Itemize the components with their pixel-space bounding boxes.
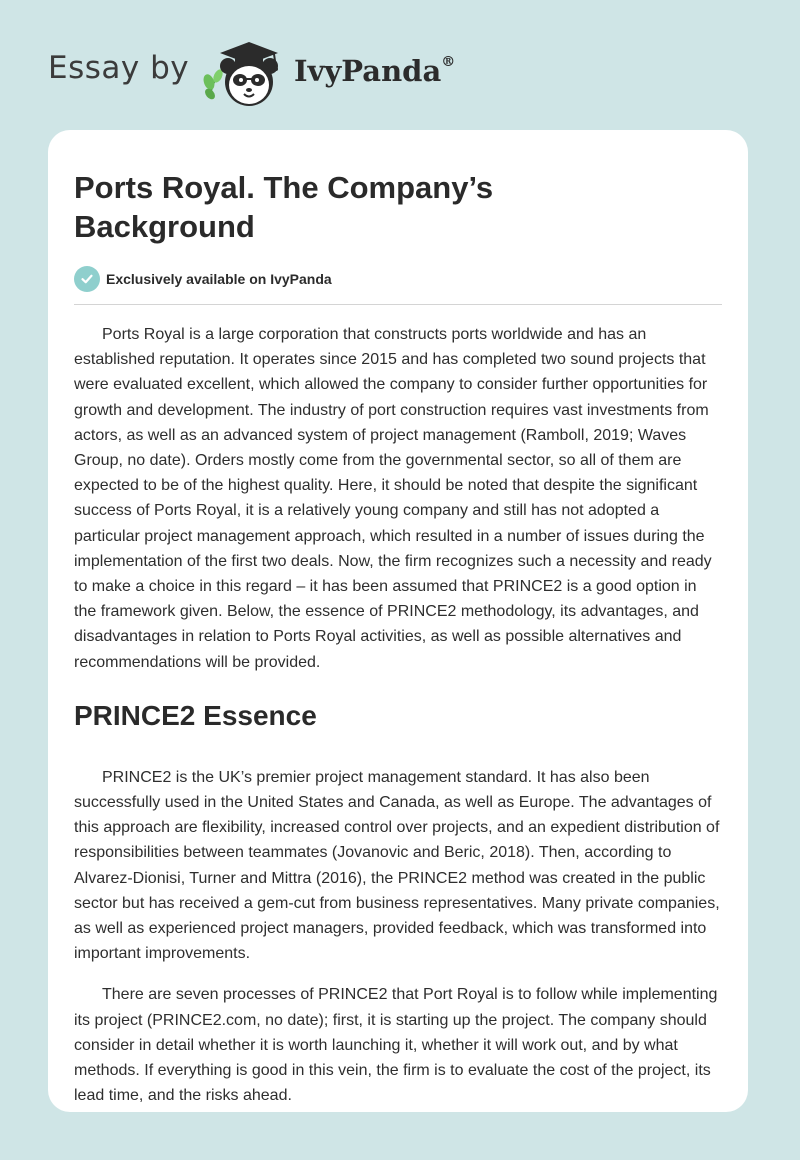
brand-prefix: Essay by (48, 50, 190, 86)
article-paragraph: Ports Royal is a large corporation that constructs ports worldwide and has an established reputation. It operates since 2015 and has completed two sound projects that were evaluated excellent, which allowed the company to consider further opportunities for growth and development. The industry of port construction requires vast investments from actors, as well as an advanced system of project management (Ramboll, 2019; Waves Group, no date). Orders mostly come from the governmental sector, so all of them are expected to be of the highest quality. Here, it should be noted that despite the significant success of Ports Royal, it is a relatively young company and still has not adopted a particular project management approach, which resulted in a number of issues during the implementation of the first two deals. Now, the firm recognizes such a necessity and ready to make a choice in this regard – it has been assumed that PRINCE2 is a good option in the framework given. Below, the essence of PRINCE2 methodology, its advantages, and disadvantages in relation to Ports Royal activities, as well as possible alternatives and recommendations will be provided. (74, 326, 712, 671)
brand-name (294, 54, 455, 88)
trademark-symbol: ® (441, 54, 456, 71)
panda-logo-icon (200, 36, 286, 110)
article-card (48, 130, 748, 1112)
divider (74, 304, 722, 305)
brand-name-text: IvyPanda (294, 54, 442, 88)
checkmark-icon (74, 266, 100, 292)
section-heading: PRINCE2 Essence (74, 699, 317, 731)
article-paragraph: PRINCE2 is the UK’s premier project management standard. It has also been successfully used in the United States and Canada, as well as Europe. The advantages of this approach are flexibility, increased control over projects, and an expedient distribution of responsibilities between teammates (Jovanovic and Beric, 2018). Then, according to Alvarez-Dionisi, Turner and Mittra (2016), the PRINCE2 method was created in the public sector but has received a gem-cut from business representatives. Many private companies, as well as experienced project managers, provided feedback, which was transformed into important improvements. (74, 768, 720, 963)
article-paragraph: There are seven processes of PRINCE2 that Port Royal is to follow while implementing its project (PRINCE2.com, no date); first, it is starting up the project. The company should consider in detail whether it is worth launching it, whether it will work out, and by what methods. If everything is good in this vein, the firm is to evaluate the cost of the project, its lead time, and the risks ahead. (74, 986, 718, 1105)
article-title: Ports Royal. The Company’s Background (74, 170, 494, 244)
site-header (0, 0, 800, 130)
exclusive-badge-label: Exclusively available on IvyPanda (106, 271, 332, 287)
exclusive-badge (74, 266, 722, 292)
